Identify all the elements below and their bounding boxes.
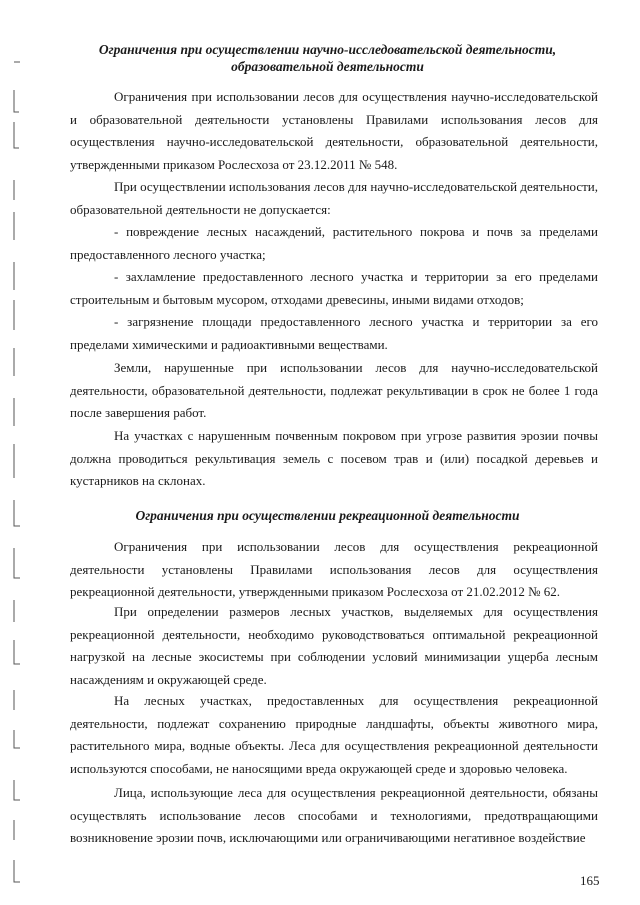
- heading-line: Ограничения при осуществлении научно-исследовательской деятельности,: [98, 42, 557, 57]
- paragraph: Ограничения при использовании лесов для осуществления рекреационной деятельности установлены Правилами использования лесов для осуществления рекреационной деятельности, утвержденными приказом Рослесхоза от 21.02.2012 № 62.: [70, 539, 598, 600]
- paragraph: На участках с нарушенным почвенным покровом при угрозе развития эрозии почвы должна проводиться рекультивация земель с посевом трав и (или) посадкой деревьев и кустарников на склонах.: [70, 428, 598, 489]
- paragraph: При осуществлении использования лесов для научно-исследовательской деятельности, образовательной деятельности не допускается:: [70, 179, 599, 217]
- page-number: 165: [580, 873, 600, 888]
- list-item: - повреждение лесных насаждений, растительного покрова и почв за пределами предоставленного лесного участка;: [70, 224, 598, 262]
- heading-line: Ограничения при осуществлении рекреационной деятельности: [135, 508, 520, 523]
- paragraph: На лесных участках, предоставленных для осуществления рекреационной деятельности, подлежат сохранению природные ландшафты, объекты животного мира, растительного мира, водные объекты. Леса для осуществления рекреационной деятельности используются способами, не наносящими вреда окружающей среде и здоровью человека.: [70, 693, 598, 776]
- list-item: - захламление предоставленного лесного участка и территории за его пределами строительным и бытовым мусором, отходами древесины, иными видами отходов;: [70, 269, 598, 307]
- section-heading-scientific: [60, 41, 595, 75]
- list-item: - загрязнение площади предоставленного лесного участка и территории за его пределами химическими и радиоактивными веществами.: [70, 314, 598, 352]
- section-heading-recreational: [60, 507, 595, 524]
- paragraph: При определении размеров лесных участков, выделяемых для осуществления рекреационной деятельности, необходимо руководствоваться оптимальной рекреационной нагрузкой на лесные экосистемы при соблюдении условий минимизации ущерба лесным насаждениям и окружающей среде.: [70, 604, 598, 687]
- binding-marks: [0, 0, 40, 905]
- paragraph: Лица, использующие леса для осуществления рекреационной деятельности, обязаны осуществлять использование лесов способами и технологиями, предотвращающими возникновение эрозии почв, исключающими или ограничивающими негативное воздействие: [70, 785, 598, 846]
- paragraph: Ограничения при использовании лесов для осуществления научно-исследовательской и образовательной деятельности установлены Правилами использования лесов для осуществления научно-исследовательской деятельности, образовательной деятельности, утвержденными приказом Рослесхоза от 23.12.2011 № 548.: [70, 89, 598, 172]
- heading-line: образовательной деятельности: [231, 59, 424, 74]
- paragraph: Земли, нарушенные при использовании лесов для научно-исследовательской деятельности, образовательной деятельности, подлежат рекультивации в срок не более 1 года после завершения работ.: [70, 360, 598, 421]
